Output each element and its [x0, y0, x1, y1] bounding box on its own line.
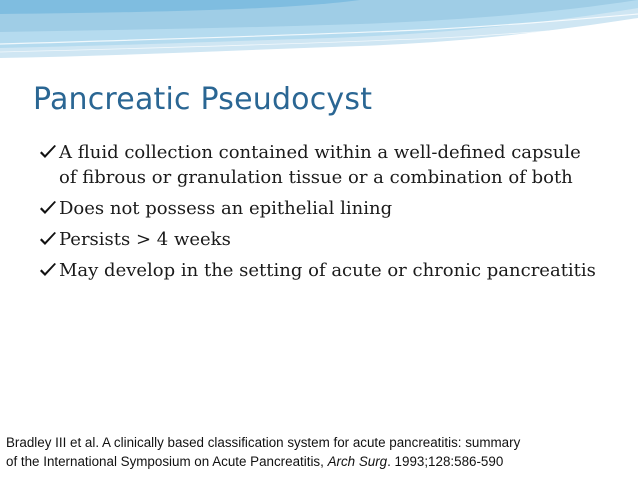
- citation: [6, 433, 636, 471]
- citation-line-2-prefix: of the International Symposium on Acute Pancreatitis,: [6, 454, 328, 469]
- citation-line-2-suffix: . 1993;128:586-590: [387, 454, 504, 469]
- bullet-list: [39, 140, 599, 289]
- bullet-text: Does not possess an epithelial lining: [59, 198, 393, 219]
- check-icon: [39, 231, 57, 247]
- check-icon: [39, 144, 57, 160]
- check-icon: [39, 262, 57, 278]
- bullet-item: [39, 258, 599, 283]
- bullet-text: A fluid collection contained within a well-defined capsule of fibrous or granulation tissue or a combination of both: [59, 142, 581, 188]
- check-icon: [39, 200, 57, 216]
- bullet-item: [39, 140, 599, 190]
- bullet-item: [39, 196, 599, 221]
- bullet-text: May develop in the setting of acute or chronic pancreatitis: [59, 260, 596, 281]
- citation-line-1: Bradley III et al. A clinically based classification system for acute pancreatitis: summary: [6, 435, 521, 450]
- citation-journal: Arch Surg: [327, 454, 388, 469]
- bullet-text: Persists > 4 weeks: [59, 229, 231, 250]
- slide-title: Pancreatic Pseudocyst: [33, 82, 373, 117]
- header-wave-decoration: [0, 0, 638, 60]
- bullet-item: [39, 227, 599, 252]
